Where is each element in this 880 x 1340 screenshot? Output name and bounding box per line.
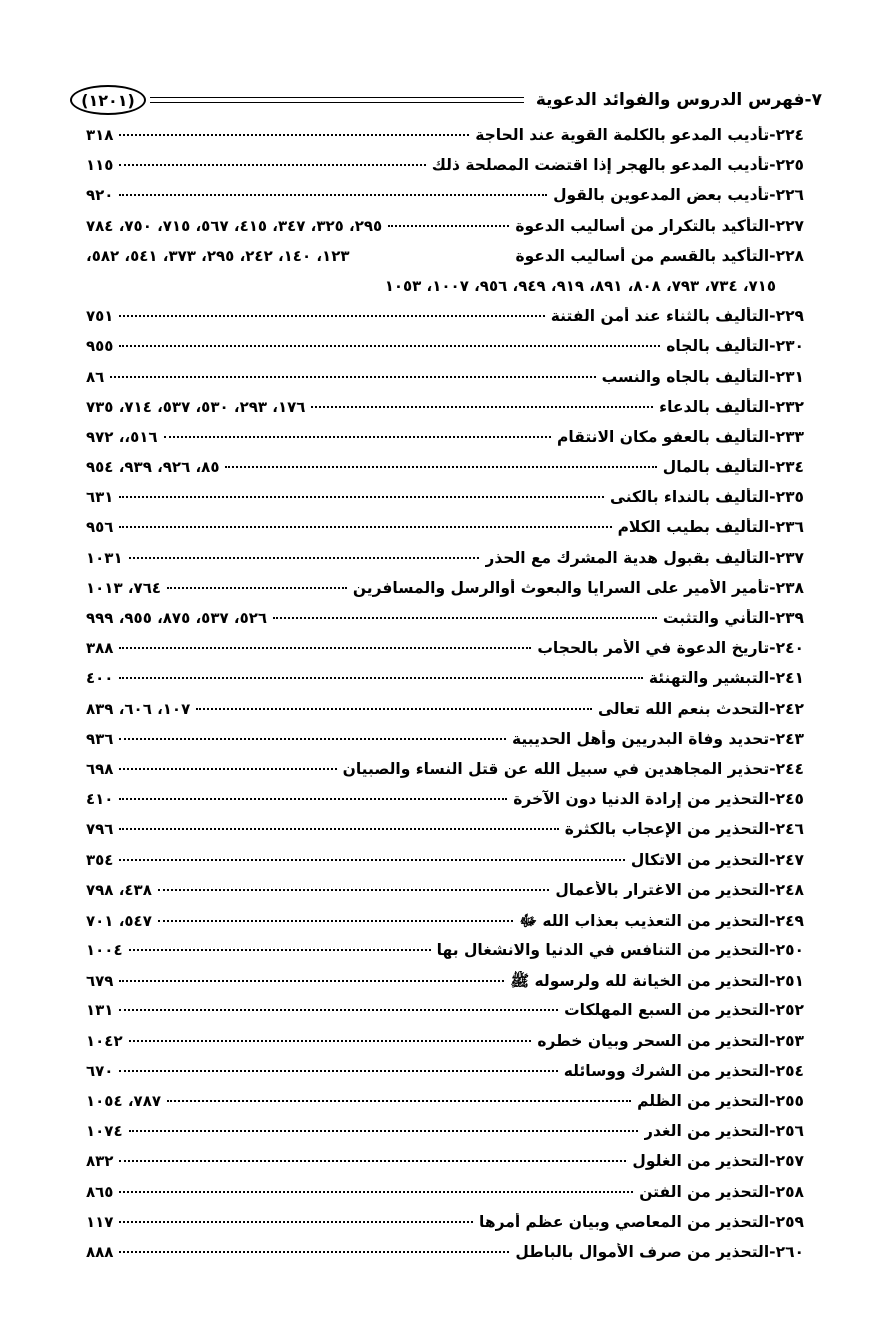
- entry-title: التأليف بقبول هدية المشرك مع الحذر: [485, 548, 770, 567]
- entry-title: تأمير الأمير على السرايا والبعوث أوالرسل والمسافرين: [352, 578, 770, 597]
- dot-leader: [119, 798, 507, 800]
- entry-number: ٢٦٠-: [769, 1242, 804, 1261]
- entry-pages: ١٠٠٤: [86, 941, 123, 960]
- entry-number: ٢٤٣-: [769, 729, 804, 748]
- index-entry: [86, 1152, 804, 1182]
- entry-pages: ٧٩٦: [86, 820, 114, 839]
- entry-pages: ١٠٣١: [86, 548, 123, 567]
- entry-pages: ٤٠٠: [86, 669, 114, 688]
- dot-leader: [119, 1009, 558, 1011]
- entry-number: ٢٥٧-: [769, 1152, 804, 1171]
- dot-leader: [119, 859, 624, 861]
- entry-title: التحذير من الفتن: [639, 1182, 770, 1201]
- dot-leader: [273, 617, 657, 619]
- dot-leader: [158, 889, 549, 891]
- index-entry: [86, 1243, 804, 1273]
- entry-number: ٢٤٩-: [769, 911, 804, 930]
- index-entry: [86, 156, 804, 186]
- entry-number: ٢٢٦-: [769, 186, 804, 205]
- index-entry: [86, 398, 804, 428]
- dot-leader: [110, 376, 595, 378]
- entry-pages: ٥٢٦، ٥٣٧، ٨٧٥، ٩٥٥، ٩٩٩: [86, 609, 268, 627]
- index-entry: [86, 186, 804, 216]
- index-entry: [86, 851, 804, 881]
- entry-number: ٢٥٨-: [769, 1182, 804, 1201]
- entry-title: التحذير من الظلم: [637, 1092, 770, 1110]
- index-entry: [86, 820, 804, 850]
- entry-pages: ٩٥٦: [86, 518, 114, 537]
- entry-number: ٢٤٥-: [769, 790, 804, 809]
- dot-leader: [158, 920, 514, 922]
- entry-pages: ١٧٦، ٢٩٣، ٥٣٠، ٥٣٧، ٧١٤، ٧٣٥: [86, 397, 306, 416]
- dot-leader: [129, 949, 431, 951]
- index-entry: [86, 639, 804, 669]
- entry-pages: ٣٨٨: [86, 639, 114, 658]
- index-entry: [86, 941, 804, 971]
- index-entry: [86, 1183, 804, 1213]
- entry-pages: ٣١٨: [86, 126, 114, 144]
- entry-title: التأليف بالدعاء: [659, 397, 770, 416]
- index-entry: [86, 307, 804, 337]
- entry-number: ٢٥٤-: [769, 1061, 804, 1080]
- entry-title: التحذير من صرف الأموال بالباطل: [515, 1242, 770, 1261]
- index-entry: [86, 1032, 804, 1062]
- entry-title: التحذير من الغدر: [644, 1122, 770, 1141]
- index-entry: [86, 1001, 804, 1031]
- entry-number: ٢٤٧-: [769, 850, 804, 869]
- entry-number: ٢٢٧-: [769, 216, 804, 235]
- entry-number: ٢٣٩-: [769, 609, 804, 627]
- entry-number: ٢٤٤-: [769, 759, 804, 778]
- entry-number: ٢٣١-: [769, 367, 804, 386]
- dot-leader: [119, 828, 558, 830]
- dot-leader: [164, 436, 551, 438]
- entry-pages: ٨٦: [86, 367, 105, 386]
- entry-title: تأديب المدعو بالكلمة القوية عند الحاجة: [475, 126, 770, 144]
- dot-leader: [129, 1040, 532, 1042]
- entry-pages: ٦٣١: [86, 488, 114, 507]
- entry-title: التحذير من الاتكال: [630, 850, 770, 869]
- entry-pages: ٤٣٨، ٧٩٨: [86, 880, 152, 899]
- entry-number: ٢٥٦-: [769, 1122, 804, 1141]
- entry-pages: ٩٣٦: [86, 729, 114, 748]
- index-entry: [86, 217, 804, 247]
- index-entry: [86, 971, 804, 1001]
- entry-title: التبشير والتهنئة: [648, 669, 770, 688]
- entry-pages: ٩٢٠: [86, 186, 114, 205]
- index-entry: [86, 579, 804, 609]
- entry-title: التأكيد بالتكرار من أساليب الدعوة: [515, 216, 770, 235]
- entry-pages: ٨٥، ٩٢٦، ٩٣٩، ٩٥٤: [86, 458, 220, 477]
- entry-title: تحذير المجاهدين في سبيل الله عن قتل النساء والصبيان: [342, 759, 770, 778]
- entry-pages: ١٢٣، ١٤٠، ٢٤٢، ٢٩٥، ٣٧٣، ٥٤١، ٥٨٢،: [86, 246, 350, 265]
- index-entry: [86, 428, 804, 458]
- entry-number: ٢٥٩-: [769, 1212, 804, 1231]
- entry-title: التأليف بالنداء بالكنى: [610, 488, 770, 507]
- entry-pages: ٣٥٤: [86, 850, 114, 869]
- entry-title: التحذير من الخيانة لله ولرسوله ﷺ: [510, 972, 770, 991]
- entry-pages: ٩٥٥: [86, 337, 114, 356]
- entry-pages: ٨٨٨: [86, 1242, 114, 1261]
- header-rule: [150, 97, 524, 103]
- index-entry: [86, 488, 804, 518]
- dot-leader: [119, 164, 425, 166]
- index-entry: [86, 518, 804, 548]
- entry-title: التحذير من الغلول: [632, 1152, 770, 1171]
- entry-title: التحدث بنعم الله تعالى: [598, 699, 770, 718]
- section-title: ٧-فهرس الدروس والفوائد الدعوية: [535, 90, 822, 110]
- entry-title: التحذير من السبع المهلكات: [564, 1001, 770, 1020]
- dot-leader: [129, 557, 480, 559]
- entry-number: ٢٣٧-: [769, 548, 804, 567]
- entry-number: ٢٢٤-: [769, 126, 804, 144]
- entry-number: ٢٢٨-: [769, 246, 804, 265]
- entry-pages: ٨٣٢: [86, 1152, 114, 1171]
- entry-pages: ٧٦٤، ١٠١٣: [86, 578, 162, 597]
- entry-number: ٢٣٨-: [769, 578, 804, 597]
- dot-leader: [196, 708, 592, 710]
- entry-title: التأليف بالعفو مكان الانتقام: [557, 427, 770, 446]
- entry-number: ٢٤٨-: [769, 880, 804, 899]
- entry-number: ٢٥٢-: [769, 1001, 804, 1020]
- index-entry: [86, 126, 804, 156]
- dot-leader: [119, 1070, 557, 1072]
- entry-title: التحذير من الشرك ووسائله: [563, 1061, 770, 1080]
- entry-number: ٢٣٢-: [769, 397, 804, 416]
- entry-pages: ٦٧٩: [86, 972, 114, 991]
- entry-title: تأديب المدعو بالهجر إذا اقتضت المصلحة ذلك: [431, 156, 770, 175]
- dot-leader: [225, 466, 656, 468]
- index-entry: [86, 458, 804, 488]
- entry-number: ٢٤١-: [769, 669, 804, 688]
- entry-title: التأكيد بالقسم من أساليب الدعوة: [515, 246, 770, 265]
- entry-number: ٢٣٤-: [769, 458, 804, 477]
- entry-number: ٢٤٦-: [769, 820, 804, 839]
- dot-leader: [119, 1160, 626, 1162]
- index-entry: [86, 1213, 804, 1243]
- entry-title: التأليف بالثناء عند أمن الفتنة: [550, 307, 770, 326]
- entry-pages: ٦٩٨: [86, 759, 114, 778]
- entry-title: التحذير من التنافس في الدنيا والانشغال بها: [436, 941, 770, 960]
- entry-number: ٢٤٢-: [769, 699, 804, 718]
- entry-number: ٢٣٥-: [769, 488, 804, 507]
- entry-title: التأني والتثبت: [662, 609, 770, 627]
- index-entry: [86, 911, 804, 941]
- entry-title: التأليف بطيب الكلام: [617, 518, 770, 537]
- index-entry: [86, 247, 804, 307]
- dot-leader: [129, 1130, 638, 1132]
- dot-leader: [119, 980, 504, 982]
- entry-pages: ١٠٧٤: [86, 1122, 123, 1141]
- entry-pages: ١٠٤٢: [86, 1031, 123, 1050]
- entry-pages: ٢٩٥، ٣٢٥، ٣٤٧، ٤١٥، ٥٦٧، ٧١٥، ٧٥٠، ٧٨٤: [86, 216, 383, 235]
- entry-pages: ١٣١: [86, 1001, 114, 1020]
- entry-title: التأليف بالمال: [662, 458, 770, 477]
- dot-leader: [167, 587, 347, 589]
- index-list: [86, 126, 804, 1273]
- entry-pages: ٤١٠: [86, 790, 114, 809]
- index-entry: [86, 760, 804, 790]
- index-entry: [86, 881, 804, 911]
- entry-number: ٢٣٣-: [769, 427, 804, 446]
- entry-number: ٢٥٥-: [769, 1092, 804, 1110]
- entry-pages: ١٠٧، ٦٠٦، ٨٣٩: [86, 699, 191, 718]
- entry-title: التأليف بالجاه والنسب: [601, 367, 770, 386]
- dot-leader: [119, 1221, 473, 1223]
- index-entry: [86, 790, 804, 820]
- entry-title: التحذير من التعذيب بعذاب الله ﷻ: [519, 911, 770, 930]
- entry-number: ٢٥٠-: [769, 941, 804, 960]
- dot-leader: [119, 677, 642, 679]
- index-entry: [86, 368, 804, 398]
- index-entry: [86, 1062, 804, 1092]
- entry-title: التحذير من إرادة الدنيا دون الآخرة: [513, 790, 770, 809]
- entry-pages-continued: ٧١٥، ٧٣٤، ٧٩٣، ٨٠٨، ٨٩١، ٩١٩، ٩٤٩، ٩٥٦، ١٠٠٧، ١٠٥٣: [384, 276, 776, 295]
- entry-pages: ١١٧: [86, 1212, 114, 1231]
- dot-leader: [388, 225, 509, 227]
- entry-title: التحذير من الاغترار بالأعمال: [555, 880, 770, 899]
- entry-title: تأديب بعض المدعوين بالقول: [553, 186, 770, 205]
- entry-title: التحذير من السحر وبيان خطره: [537, 1031, 770, 1050]
- dot-leader: [119, 1251, 509, 1253]
- dot-leader: [167, 1100, 631, 1102]
- entry-pages: ٧٥١: [86, 307, 114, 326]
- entry-title: التأليف بالجاه: [666, 337, 770, 356]
- dot-leader: [311, 406, 653, 408]
- dot-leader: [119, 345, 660, 347]
- index-entry: [86, 609, 804, 639]
- entry-number: ٢٥١-: [769, 972, 804, 991]
- entry-number: ٢٥٣-: [769, 1031, 804, 1050]
- entry-number: ٢٢٩-: [769, 307, 804, 326]
- dot-leader: [119, 315, 544, 317]
- entry-title: تحديد وفاة البدريين وأهل الحديبية: [512, 729, 770, 748]
- index-entry: [86, 1122, 804, 1152]
- dot-leader: [119, 134, 469, 136]
- entry-pages: ٨٦٥: [86, 1182, 114, 1201]
- entry-title: التحذير من المعاصي وبيان عظم أمرها: [479, 1212, 770, 1231]
- dot-leader: [119, 194, 547, 196]
- index-entry: [86, 700, 804, 730]
- index-entry: [86, 669, 804, 699]
- entry-pages: ٧٨٧، ١٠٥٤: [86, 1092, 162, 1110]
- dot-leader: [119, 496, 604, 498]
- dot-leader: [119, 1191, 633, 1193]
- dot-leader: [119, 647, 531, 649]
- entry-number: ٢٢٥-: [769, 156, 804, 175]
- entry-number: ٢٤٠-: [769, 639, 804, 658]
- page-number-badge: (١٢٠١): [70, 85, 146, 115]
- dot-leader: [119, 768, 336, 770]
- dot-leader: [119, 738, 506, 740]
- entry-number: ٢٣٠-: [769, 337, 804, 356]
- entry-pages: ١١٥: [86, 156, 114, 175]
- index-entry: [86, 549, 804, 579]
- index-entry: [86, 730, 804, 760]
- entry-pages: ٦٧٠: [86, 1061, 114, 1080]
- index-entry: [86, 337, 804, 367]
- index-entry: [86, 1092, 804, 1122]
- dot-leader: [119, 526, 611, 528]
- entry-pages: ٥١٦،، ٩٧٢: [86, 427, 158, 446]
- entry-number: ٢٣٦-: [769, 518, 804, 537]
- page-header: [70, 82, 822, 118]
- entry-pages: ٥٤٧، ٧٠١: [86, 911, 152, 930]
- entry-title: التحذير من الإعجاب بالكثرة: [564, 820, 770, 839]
- entry-title: تاريخ الدعوة في الأمر بالحجاب: [537, 639, 770, 658]
